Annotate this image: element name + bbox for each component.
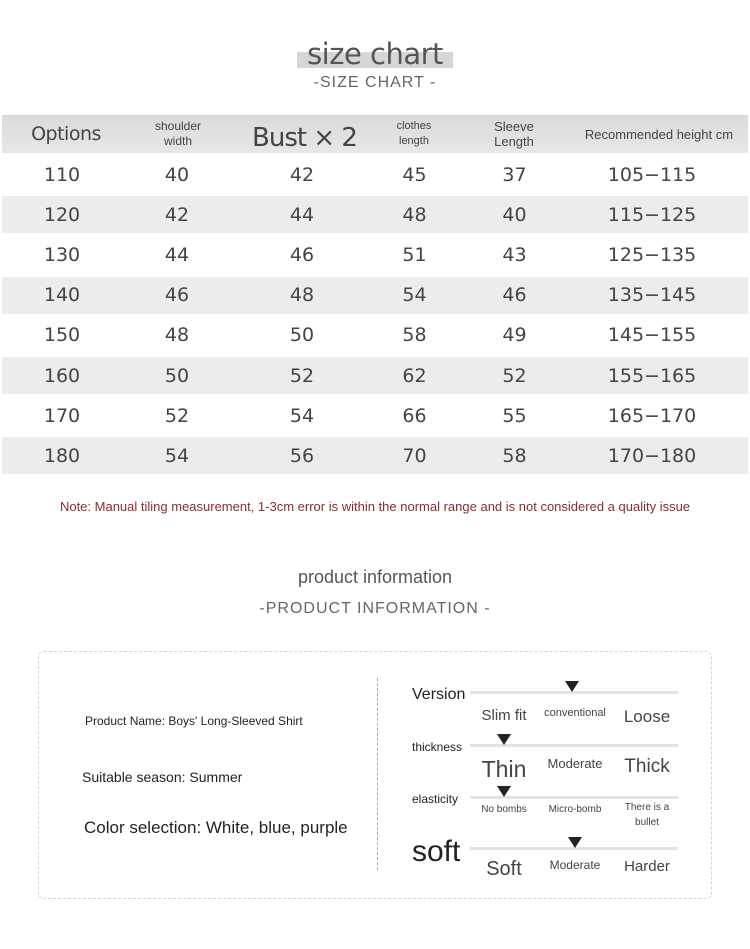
cell-option: 140 (43, 284, 81, 307)
cell-clothes-length: 62 (402, 364, 427, 387)
attribute-label: elasticity (412, 792, 459, 806)
header-bust: Bust × 2 (252, 122, 357, 153)
product-info-title: product information (297, 567, 453, 587)
header-options: Options (31, 122, 101, 145)
cell-sleeve-length: 52 (502, 364, 527, 387)
cell-option: 110 (43, 163, 81, 186)
attribute-option: Harder (624, 858, 670, 875)
header-clothes-length: clothes length (396, 120, 432, 147)
product-info-heading (0, 567, 750, 618)
cell-recommended-height: 145−155 (607, 324, 697, 347)
selection-marker-icon (565, 681, 579, 692)
cell-recommended-height: 170−180 (607, 444, 697, 467)
cell-sleeve-length: 58 (502, 444, 527, 467)
attribute-option: Thin (481, 756, 527, 782)
table-row (2, 196, 748, 233)
size-chart-subtitle: -SIZE CHART - (313, 74, 437, 91)
cell-sleeve-length: 49 (502, 324, 527, 347)
attribute-option: conventional (544, 707, 606, 719)
cell-bust: 44 (289, 203, 315, 226)
header-recommended-height: Recommended height cm (584, 126, 734, 142)
cell-recommended-height: 165−170 (607, 404, 697, 427)
cell-bust: 46 (289, 243, 315, 266)
cell-recommended-height: 155−165 (607, 364, 697, 387)
cell-option: 170 (43, 404, 81, 427)
size-chart-title: size chart (297, 36, 453, 72)
cell-shoulder-width: 54 (164, 444, 190, 467)
table-header (2, 115, 748, 153)
product-name: Product Name: Boys' Long-Sleeved Shirt (85, 714, 303, 728)
divider (377, 678, 378, 870)
attribute-option: Soft (486, 858, 522, 880)
table-row (2, 357, 748, 394)
cell-clothes-length: 54 (402, 284, 427, 307)
cell-sleeve-length: 46 (502, 284, 527, 307)
selection-marker-icon (497, 734, 511, 745)
cell-clothes-length: 45 (402, 163, 427, 186)
cell-recommended-height: 135−145 (607, 284, 697, 307)
cell-sleeve-length: 55 (502, 404, 527, 427)
cell-shoulder-width: 40 (164, 163, 190, 186)
size-chart-heading (0, 36, 750, 92)
cell-shoulder-width: 52 (164, 404, 190, 427)
cell-bust: 42 (289, 163, 315, 186)
cell-option: 180 (43, 444, 81, 467)
product-info-subtitle: -PRODUCT INFORMATION - (259, 600, 491, 617)
table-row (2, 236, 748, 273)
cell-clothes-length: 51 (402, 243, 427, 266)
cell-shoulder-width: 50 (164, 364, 190, 387)
table-row (2, 156, 748, 193)
suitable-season: Suitable season: Summer (82, 769, 243, 785)
cell-clothes-length: 70 (402, 444, 427, 467)
cell-shoulder-width: 46 (164, 284, 190, 307)
cell-bust: 54 (289, 404, 315, 427)
cell-option: 160 (43, 364, 81, 387)
attribute-option: Moderate (547, 756, 603, 771)
attribute-option: Moderate (549, 858, 601, 872)
attribute-label: Version (412, 686, 466, 703)
cell-option: 150 (43, 324, 81, 347)
attribute-option: Slim fit (481, 707, 527, 724)
table-row (2, 397, 748, 434)
attribute-label: thickness (412, 740, 463, 754)
table-row (2, 317, 748, 354)
table-row (2, 277, 748, 314)
header-sleeve-length: Sleeve Length (494, 119, 534, 149)
cell-bust: 50 (289, 324, 315, 347)
cell-recommended-height: 105−115 (607, 163, 697, 186)
cell-shoulder-width: 42 (164, 203, 190, 226)
cell-recommended-height: 115−125 (607, 203, 697, 226)
cell-recommended-height: 125−135 (607, 243, 697, 266)
cell-bust: 52 (289, 364, 315, 387)
cell-bust: 56 (289, 444, 315, 467)
attribute-option: Loose (623, 707, 671, 726)
attribute-option: There is a bullet (624, 802, 670, 828)
attribute-label: soft (412, 835, 461, 868)
cell-shoulder-width: 48 (164, 324, 190, 347)
cell-sleeve-length: 40 (502, 203, 527, 226)
cell-bust: 48 (289, 284, 315, 307)
attribute-option: Thick (624, 756, 670, 777)
cell-clothes-length: 48 (402, 203, 427, 226)
cell-shoulder-width: 44 (164, 243, 190, 266)
color-selection: Color selection: White, blue, purple (84, 818, 348, 837)
cell-sleeve-length: 37 (502, 163, 527, 186)
selection-marker-icon (497, 786, 511, 797)
attribute-option: Micro-bomb (548, 804, 602, 815)
cell-clothes-length: 58 (402, 324, 427, 347)
cell-option: 130 (43, 243, 81, 266)
cell-clothes-length: 66 (402, 404, 427, 427)
cell-sleeve-length: 43 (502, 243, 527, 266)
header-shoulder-width: shoulder width (154, 119, 202, 148)
measurement-note: Note: Manual tiling measurement, 1-3cm error is within the normal range and is not considered a quality issue (59, 499, 691, 514)
attribute-option: No bombs (481, 804, 527, 815)
cell-option: 120 (43, 203, 81, 226)
table-row (2, 437, 748, 474)
selection-marker-icon (568, 837, 582, 848)
